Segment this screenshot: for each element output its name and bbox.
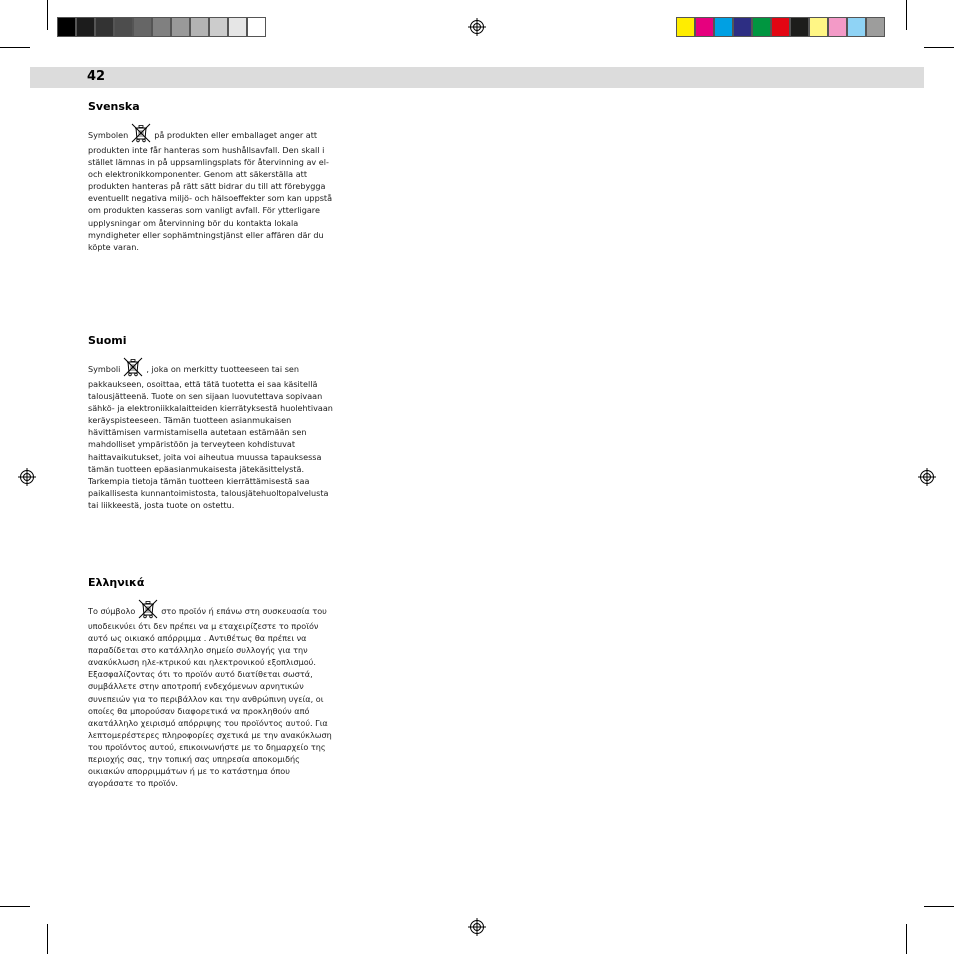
color-swatch xyxy=(95,17,114,37)
process-color-bar xyxy=(676,17,885,37)
registration-mark-icon xyxy=(18,468,36,486)
registration-mark-icon xyxy=(468,918,486,936)
color-swatch xyxy=(171,17,190,37)
color-swatch xyxy=(733,17,752,37)
color-swatch xyxy=(114,17,133,37)
section-title: Svenska xyxy=(88,100,140,113)
color-swatch xyxy=(133,17,152,37)
color-swatch xyxy=(695,17,714,37)
color-swatch xyxy=(76,17,95,37)
crossed-out-wheelie-bin-icon xyxy=(130,122,152,144)
color-swatch xyxy=(247,17,266,37)
color-swatch xyxy=(190,17,209,37)
color-swatch xyxy=(771,17,790,37)
section-suomi xyxy=(88,334,336,511)
color-swatch xyxy=(714,17,733,37)
grayscale-color-bar xyxy=(57,17,266,37)
section-title: Suomi xyxy=(88,334,127,347)
section-svenska xyxy=(88,100,336,253)
registration-mark-icon xyxy=(468,18,486,36)
section-body: Symbolen på produkten eller emballaget anger att produkten inte får hanteras som hushållsavfall. Den skall i stället lämnas in på uppsamlingsplats för återvinning av el- och elektronikkomponenter. Genom att säkerställa att produkten hanteras på rätt sätt bidrar du till att förebygga eventuellt negativa miljö- och hälsoeffekter som kan uppstå om produkten kasseras som vanligt avfall. För ytterligare upplysningar om återvinning bör du kontakta lokala myndigheter eller sophämtningstjänst eller affären där du köpte varan. xyxy=(88,122,336,253)
section-body: Το σύμβολο στο προϊόν ή επάνω στη συσκευασία του υποδεικνύει ότι δεν πρέπει να μ εταχειρίζεστε το προϊόν αυτό ως οικιακό απόρριμμα . Αντιθέτως θα πρέπει να παραδίδεται στο κατάλληλο σημείο συλλογής για την ανακύκλωση ηλε-κτρικού και ηλεκτρονικού εξοπλισμού. Εξασφαλίζοντας ότι το προϊόν αυτό διατίθεται σωστά, συμβάλλετε στην αποτροπή ενδεχόμενων αρνητικών συνεπειών για το περιβάλλον και την ανθρώπινη υγεία, οι οποίες θα μπορούσαν διαφορετικά να προκληθούν από ακατάλληλο χειρισμό απόρριψης του προϊόντος αυτού. Για λεπτομερέστερες πληροφορίες σχετικά με την ανακύκλωση του προϊόντος αυτού, επικοινωνήστε με το δημαρχείο της περιοχής σας, την τοπική σας υπηρεσία αποκομιδής οικιακών απορριμμάτων ή με το κατάστημα όπου αγοράσατε το προϊόν. xyxy=(88,598,336,789)
color-swatch xyxy=(752,17,771,37)
crossed-out-wheelie-bin-icon xyxy=(122,356,144,378)
crossed-out-wheelie-bin-icon xyxy=(137,598,159,620)
page-number: 42 xyxy=(87,69,106,84)
color-swatch xyxy=(57,17,76,37)
page-header-band xyxy=(30,67,924,88)
color-swatch xyxy=(676,17,695,37)
registration-mark-icon xyxy=(918,468,936,486)
section-body: Symboli , joka on merkitty tuotteeseen tai sen pakkaukseen, osoittaa, että tätä tuotetta ei saa käsitellä talousjätteenä. Tuote on sen sijaan luovutettava sopivaan sähkö- ja elektroniikkalaitteiden kierrätyksestä huolehtivaan keräyspisteeseen. Tämän tuotteen asianmukaisen hävittämisen varmistamisella autetaan estämään sen mahdolliset ympäristöön ja terveyteen kohdistuvat haittavaikutukset, joita voi aiheutua muussa tapauksessa tämän tuotteen epäasianmukaisesta jätekäsittelystä. Tarkempia tietoja tämän tuotteen kierrättämisestä saa paikallisesta kunnantoimistosta, talousjätehuoltopalvelusta tai liikkeestä, josta tuote on ostettu. xyxy=(88,356,336,511)
color-swatch xyxy=(790,17,809,37)
color-swatch xyxy=(828,17,847,37)
color-swatch xyxy=(809,17,828,37)
color-swatch xyxy=(866,17,885,37)
section-ellinika xyxy=(88,576,336,789)
color-swatch xyxy=(228,17,247,37)
color-swatch xyxy=(209,17,228,37)
color-swatch xyxy=(152,17,171,37)
section-title: Ελληνικά xyxy=(88,576,145,589)
color-swatch xyxy=(847,17,866,37)
